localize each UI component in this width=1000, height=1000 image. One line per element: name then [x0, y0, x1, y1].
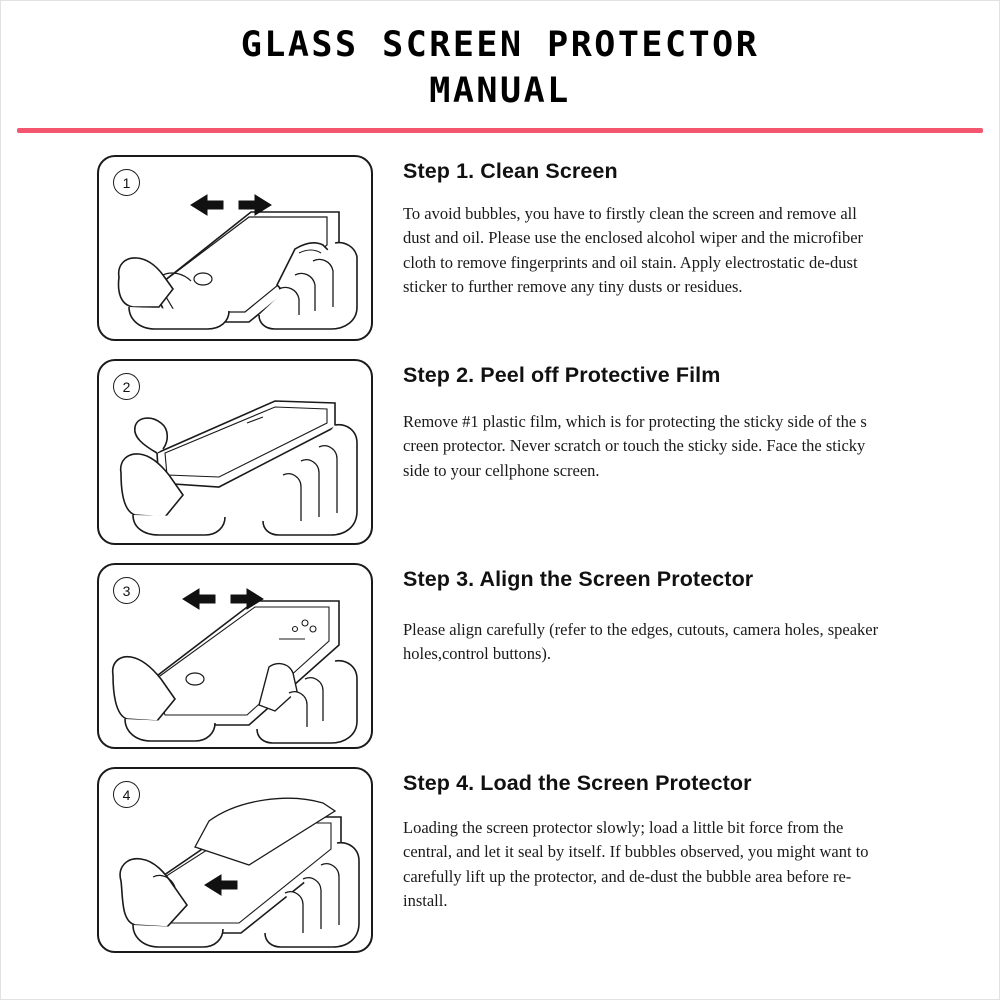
clean-screen-illustration — [97, 155, 373, 341]
step-heading-4: Step 4. Load the Screen Protector — [403, 771, 752, 795]
step-text-4 — [373, 767, 981, 914]
step-heading-1: Step 1. Clean Screen — [403, 159, 618, 183]
step-body-3: Please align carefully (refer to the edges, cutouts, camera holes, speaker holes,control buttons). — [403, 620, 879, 664]
steps-list — [1, 133, 999, 957]
step-text-3 — [373, 563, 981, 667]
step-body-1: To avoid bubbles, you have to firstly clean the screen and remove all dust and oil. Please use the enclosed alcohol wiper and the microfiber cloth to remove fingerprints and oil stain. Apply electrostatic de-dust sticker to further remove any tiny dusts or residues. — [403, 204, 864, 297]
step-text-1 — [373, 155, 981, 300]
step-heading-3: Step 3. Align the Screen Protector — [403, 567, 754, 591]
title-block — [1, 1, 999, 114]
load-protector-illustration — [97, 767, 373, 953]
step-badge-1: 1 — [113, 169, 140, 196]
step-badge-4: 4 — [113, 781, 140, 808]
align-protector-illustration — [97, 563, 373, 749]
step-heading-2: Step 2. Peel off Protective Film — [403, 363, 721, 387]
page-title-line-1: GLASS SCREEN PROTECTOR — [240, 25, 760, 65]
peel-film-illustration — [97, 359, 373, 545]
step-body-2: Remove #1 plastic film, which is for protecting the sticky side of the s creen protector. Never scratch or touch the sticky side. Face the sticky side to your cellphone screen. — [403, 412, 867, 480]
step-item-4 — [1, 767, 999, 957]
step-item-3 — [1, 563, 999, 753]
step-badge-3: 3 — [113, 577, 140, 604]
step-item-1 — [1, 155, 999, 345]
step-badge-2: 2 — [113, 373, 140, 400]
step-item-2 — [1, 359, 999, 549]
step-text-2 — [373, 359, 981, 483]
page-title-line-2: MANUAL — [429, 70, 571, 111]
step-body-4: Loading the screen protector slowly; load a little bit force from the central, and let it seal by itself. If bubbles observed, you might want to carefully lift up the protector, and de-dust the bubble area before re-install. — [403, 818, 869, 911]
